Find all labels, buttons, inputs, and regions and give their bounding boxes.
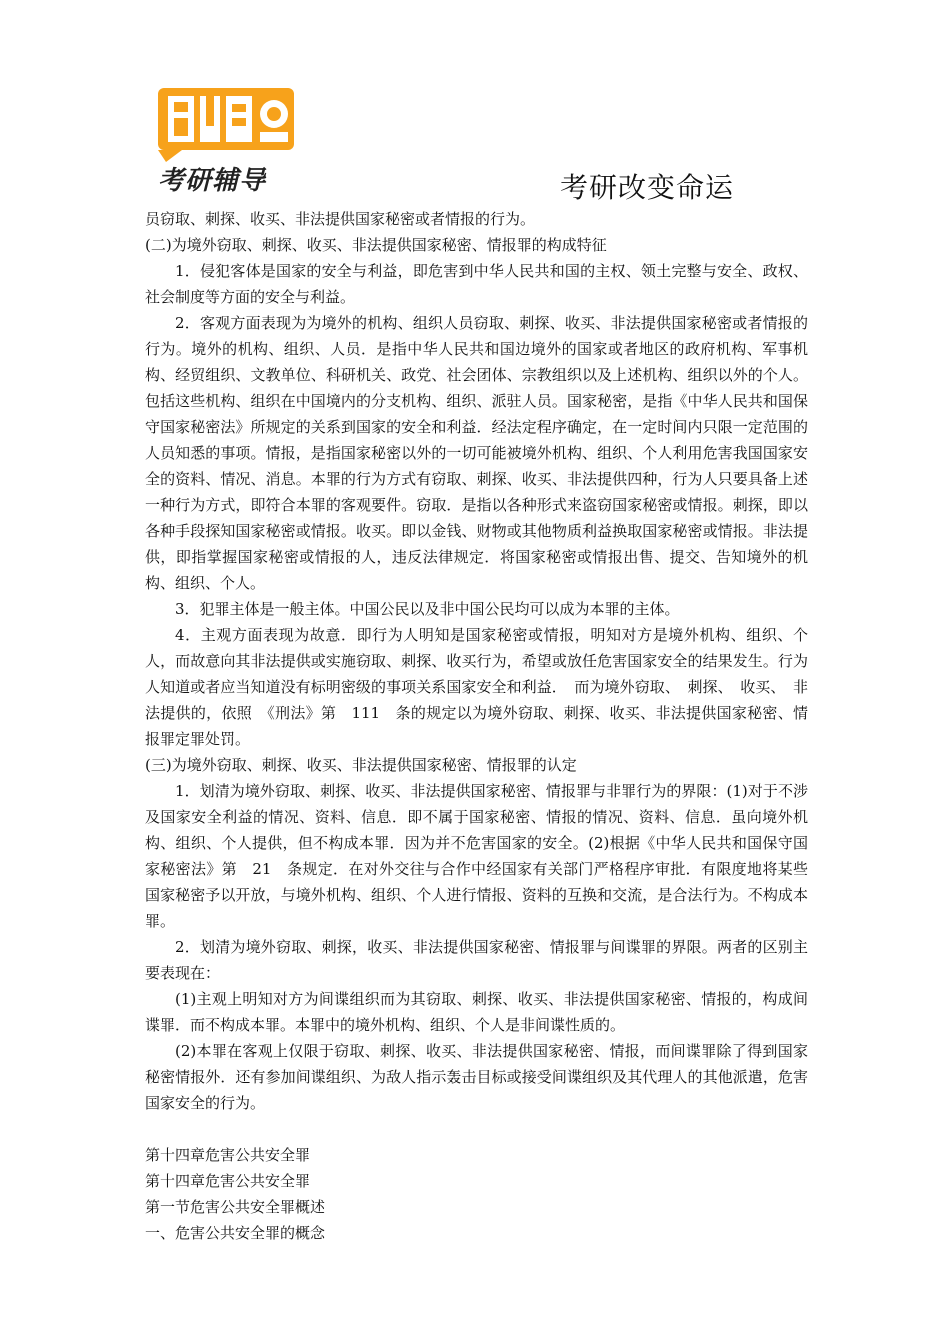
subsection-heading: 一、危害公共安全罪的概念 <box>145 1224 326 1242</box>
paragraph: 1．侵犯客体是国家的安全与利益，即危害到中华人民共和国的主权、领土完整与安全、政权、社会制度等方面的安全与利益。 <box>145 262 808 306</box>
paragraph: (2)本罪在客观上仅限于窃取、刺探、收买、非法提供国家秘密、情报，而间谍罪除了得到国家秘密情报外．还有参加间谍组织、为敌人指示轰击目标或接受间谍组织及其代理人的其他派遣，危害国家安全的行为。 <box>145 1042 808 1112</box>
slogan: 考研改变命运 <box>560 171 735 204</box>
logo-text: 考研辅导 <box>158 166 267 196</box>
paragraph: 2．客观方面表现为为境外的机构、组织人员窃取、刺探、收买、非法提供国家秘密或者情报的行为。境外的机构、组织、人员．是指中华人民共和国边境外的国家或者地区的政府机构、军事机构、经贸组织、文教单位、科研机关、政党、社会团体、宗教组织以及上述机构、组织以外的个人。包括这些机构、组织在中国境内的分支机构、组织、派驻人员。国家秘密，是指《中华人民共和国保守国家秘密法》所规定的关系到国家的安全和利益．经法定程序确定，在一定时间内只限一定范围的人员知悉的事项。情报，是指国家秘密以外的一切可能被境外机构、组织、个人利用危害我国国家安全的资料、情况、消息。本罪的行为方式有窃取、刺探、收买、非法提供四种，行为人只要具备上述一种行为方式，即符合本罪的客观要件。窃取．是指以各种形式来盗窃国家秘密或情报。刺探，即以各种手段探知国家秘密或情报。收买。即以金钱、财物或其他物质利益换取国家秘密或情报。非法提供，即指掌握国家秘密或情报的人，违反法律规定．将国家秘密或情报出售、提交、告知境外的机构、组织、个人。 <box>145 314 808 592</box>
paragraph: 2．划清为境外窃取、刺探，收买、非法提供国家秘密、情报罪与间谍罪的界限。两者的区别主要表现在： <box>145 938 808 982</box>
section-heading: (三)为境外窃取、刺探、收买、非法提供国家秘密、情报罪的认定 <box>145 756 577 774</box>
brand-logo <box>152 80 302 195</box>
section-heading: 第一节危害公共安全罪概述 <box>145 1198 326 1216</box>
document-body <box>145 206 808 1246</box>
chapter-heading: 第十四章危害公共安全罪 <box>145 1172 311 1190</box>
chapter-heading: 第十四章危害公共安全罪 <box>145 1146 311 1164</box>
paragraph: (1)主观上明知对方为间谍组织而为其窃取、刺探、收买、非法提供国家秘密、情报的，构成间谍罪．而不构成本罪。本罪中的境外机构、组织、个人是非间谍性质的。 <box>145 990 808 1034</box>
paragraph: 4．主观方面表现为故意．即行为人明知是国家秘密或情报，明知对方是境外机构、组织、个人，而故意向其非法提供或实施窃取、刺探、收买行为，希望或放任危害国家安全的结果发生。行为人知道或者应当知道没有标明密级的事项关系国家安全和利益． 而为境外窃取、 刺探、 收买、 非法提供的，依照 《刑法》第 111 条的规定以为境外窃取、刺探、收买、非法提供国家秘密、情报罪定罪处罚。 <box>145 626 808 748</box>
paragraph: 员窃取、刺探、收买、非法提供国家秘密或者情报的行为。 <box>145 210 536 228</box>
section-heading: (二)为境外窃取、刺探、收买、非法提供国家秘密、情报罪的构成特征 <box>145 236 607 254</box>
paragraph: 1．划清为境外窃取、刺探、收买、非法提供国家秘密、情报罪与非罪行为的界限：(1)对于不涉及国家安全利益的情况、资料、信息．即不属于国家秘密、情报的情况、资料、信息．虽向境外机构、组织、个人提供，但不构成本罪．因为并不危害国家的安全。(2)根据《中华人民共和国保守国家秘密法》第 21 条规定．在对外交往与合作中经国家有关部门严格程序审批．有限度地将某些国家秘密予以开放，与境外机构、组织、个人进行情报、资料的互换和交流，是合法行为。不构成本罪。 <box>145 782 808 930</box>
paragraph: 3．犯罪主体是一般主体。中国公民以及非中国公民均可以成为本罪的主体。 <box>175 600 680 618</box>
